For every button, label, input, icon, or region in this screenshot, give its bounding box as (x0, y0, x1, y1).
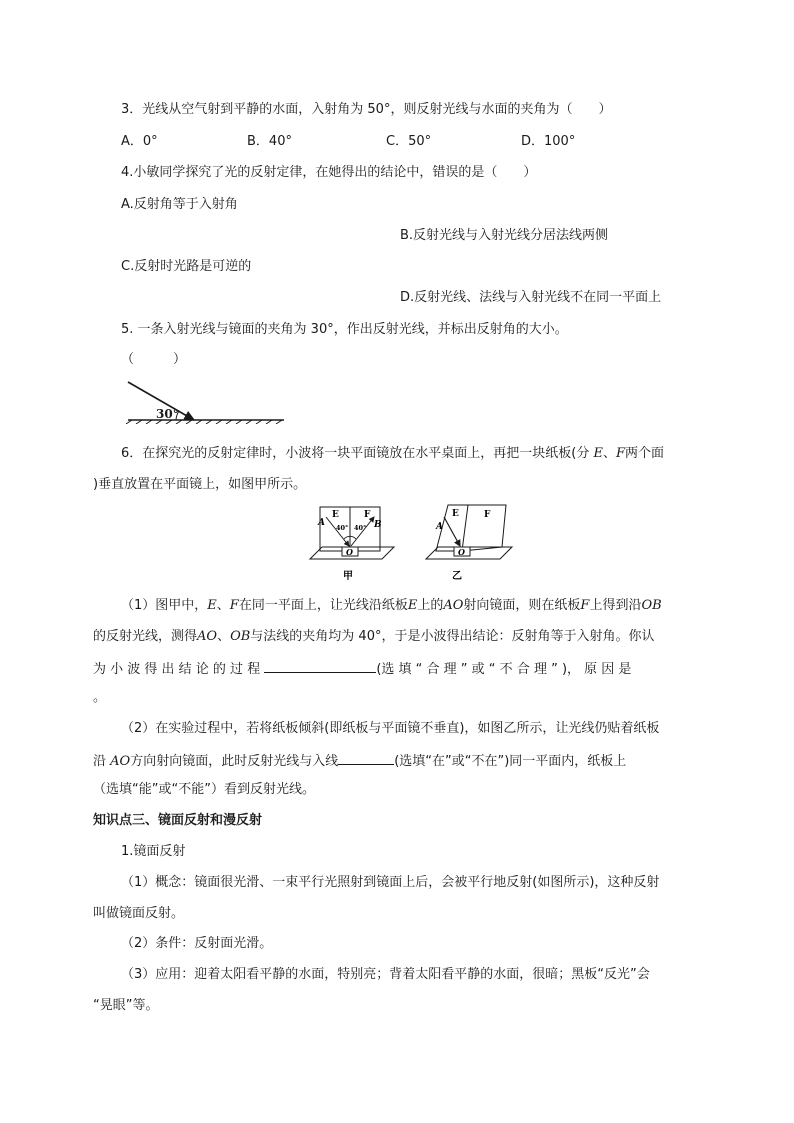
application-line2: “晃眼”等。 (93, 998, 159, 1013)
label-A: A (318, 518, 325, 528)
label-F: F (364, 510, 371, 520)
q6-line2: )垂直放置在平面镜上，如图甲所示。 (93, 477, 307, 492)
q3-option-c: C．50° (386, 134, 432, 149)
ray-AO-tilted (444, 517, 460, 546)
label-O: O (458, 547, 465, 557)
concept-line1: （1）概念：镜面很光滑、一束平行光照射到镜面上后，会被平行地反射(如图所示)，这种反射 (121, 875, 660, 890)
label-A: A (436, 522, 443, 532)
q6-part1-line3: 为 小 波 得 出 结 论 的 过 程 (选 填 “ 合 理 ” 或 “ 不 合 理 ” )， 原 因 是 (93, 658, 631, 679)
q6-part2-line1: （2）在实验过程中，若将纸板倾斜(即纸板与平面镜不垂直)，如图乙所示，让光线仍贴着纸板 (121, 721, 660, 736)
angle-label: 30° (156, 407, 179, 421)
answer-blank-reasonable[interactable] (264, 658, 376, 673)
q6-part1-line4: 。 (93, 690, 107, 705)
q3-stem: 3．光线从空气射到平静的水面，入射角为 50°，则反射光线与水面的夹角为（ ） (121, 102, 612, 117)
figure-jia (308, 503, 396, 583)
label-angle2: 40° (354, 524, 367, 532)
label-O: O (346, 547, 353, 557)
q3-option-d: D．100° (521, 134, 576, 149)
q4-stem: 4.小敏同学探究了光的反射定律，在她得出的结论中，错误的是（ ） (121, 165, 537, 180)
q6-part2-line2: 沿 AO方向射向镜面，此时反射光线与入线 (选填“在”或“不在”)同一平面内，纸板上 (93, 750, 626, 771)
concept-line2: 叫做镜面反射。 (93, 906, 185, 921)
q3-option-b: B．40° (247, 134, 292, 149)
q4-option-a: A.反射角等于入射角 (121, 197, 238, 212)
q5-mirror-figure (118, 378, 298, 424)
q4-option-c: C.反射时光路是可逆的 (121, 259, 252, 274)
q6-line1: 6．在探究光的反射定律时，小波将一块平面镜放在水平桌面上，再把一块纸板(分 E、F两个面 (121, 446, 665, 461)
application-line1: （3）应用：迎着太阳看平静的水面，特别亮；背着太阳看平静的水面，很暗；黑板“反光”会 (121, 967, 650, 982)
label-E: E (332, 510, 339, 520)
q3-option-a: A．0° (121, 134, 158, 149)
label-B: B (374, 520, 382, 530)
q6-part2-line3: （选填“能”或“不能”）看到反射光线。 (93, 782, 315, 797)
subsection-title: 1.镜面反射 (121, 844, 186, 859)
caption-yi: 乙 (452, 571, 462, 582)
q5-stem: 5. 一条入射光线与镜面的夹角为 30°，作出反射光线，并标出反射角的大小。 (121, 322, 568, 337)
q6-part1-line1: （1）图甲中，E、F在同一平面上，让光线沿纸板E上的AO射向镜面，则在纸板F上得到沿OB (121, 598, 662, 613)
label-angle1: 40° (336, 524, 349, 532)
label-F: F (484, 510, 491, 520)
q4-option-b: B.反射光线与入射光线分居法线两侧 (400, 228, 609, 243)
q4-option-d: D.反射光线、法线与入射光线不在同一平面上 (400, 290, 662, 305)
label-E: E (452, 509, 459, 519)
caption-jia: 甲 (343, 571, 353, 582)
condition-line: （2）条件：反射面光滑。 (121, 936, 273, 951)
figure-yi (424, 503, 514, 583)
answer-blank-same-plane[interactable] (338, 750, 394, 765)
section-title: 知识点三、镜面反射和漫反射 (93, 813, 263, 828)
q6-part1-line2: 的反射光线，测得AO、OB与法线的夹角均为 40°，于是小波得出结论：反射角等于入射角。你认 (93, 629, 655, 644)
q5-answer-paren: （ ） (121, 352, 187, 367)
